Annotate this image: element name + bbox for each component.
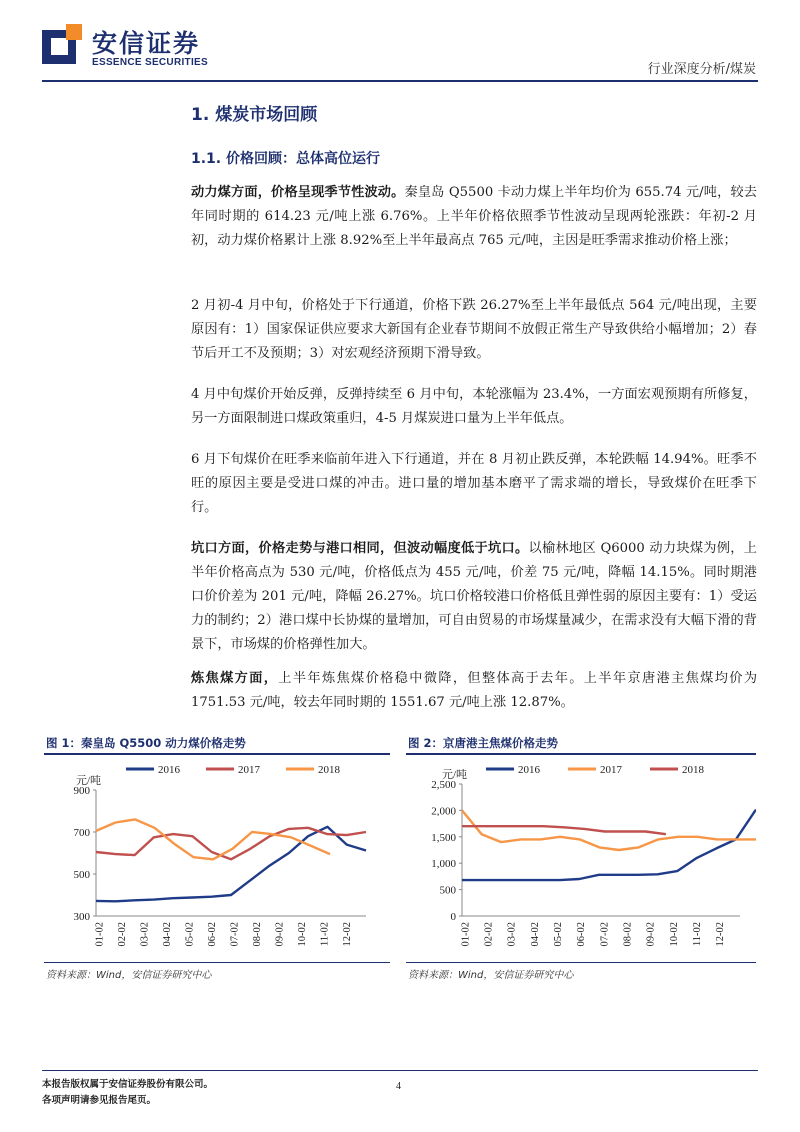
figure-1-top-rule [44, 753, 390, 755]
series-line-2018 [462, 826, 666, 834]
legend-label-2016: 2016 [518, 764, 540, 776]
coking-coal-price-chart [406, 758, 756, 962]
subsection-heading: 1.1. 价格回顾：总体高位运行 [191, 151, 380, 167]
figure-2-bottom-rule [406, 962, 756, 963]
footer-copyright: 本报告版权属于安信证券股份有限公司。 [42, 1079, 214, 1090]
x-tick-label: 08-02 [622, 922, 634, 947]
x-tick-label: 01-02 [460, 922, 472, 947]
logo-english-name: ESSENCE SECURITIES [92, 57, 208, 68]
footer-notice: 各项声明请参见报告尾页。 [42, 1095, 157, 1106]
section-heading: 1. 煤炭市场回顾 [191, 105, 318, 125]
x-tick-label: 06-02 [206, 922, 218, 947]
thermal-coal-price-chart [44, 758, 390, 962]
paragraph-lead: 动力煤方面，价格呈现季节性波动。 [191, 185, 405, 200]
paragraph-body: 4 月中旬煤价开始反弹，反弹持续至 6 月中旬，本轮涨幅为 23.4%，一方面宏观预期有所修复，另一方面限制进口煤政策重归，4-5 月煤炭进口量为上半年低点。 [191, 387, 757, 426]
company-logo [42, 24, 222, 74]
paragraph-lead: 炼焦煤方面， [191, 671, 279, 686]
x-tick-label: 09-02 [274, 922, 286, 947]
paragraph-pithead [191, 537, 757, 657]
paragraph-rebound [191, 383, 757, 431]
legend-label-2017: 2017 [238, 764, 260, 776]
footer-divider [42, 1070, 758, 1071]
x-tick-label: 09-02 [645, 922, 657, 947]
y-axis-title: 元/吨 [442, 769, 468, 781]
y-tick-label: 1,000 [431, 858, 456, 871]
paragraph-body: 2 月初-4 月中旬，价格处于下行通道，价格下跌 26.27%至上半年最低点 564 元/吨出现，主要原因有：1）国家保证供应要求大新国有企业春节期间不放假正常生产导致供给小幅增加；2）春节后开工不及预期；3）对宏观经济预期下滑导致。 [191, 298, 757, 361]
x-tick-label: 05-02 [553, 922, 565, 947]
x-tick-label: 05-02 [184, 922, 196, 947]
x-tick-label: 02-02 [483, 922, 495, 947]
logo-mark-icon [42, 24, 82, 64]
y-tick-label: 900 [73, 785, 90, 797]
paragraph-body: 秦皇岛 Q5500 卡动力煤上半年均价为 655.74 元/吨，较去年同时期的 614.23 元/吨上涨 6.76%。上半年价格依照季节性波动呈现两轮涨跌：年初-2 月初，动力煤价格累计上涨 8.92%至上半年最高点 765 元/吨，主因是旺季需求推动价格上涨； [191, 185, 757, 248]
legend-label-2016: 2016 [158, 764, 180, 776]
x-tick-label: 06-02 [576, 922, 588, 947]
x-tick-label: 10-02 [296, 922, 308, 947]
x-tick-label: 11-02 [692, 922, 704, 947]
x-tick-label: 10-02 [668, 922, 680, 947]
logo-chinese-name: 安信证券 [92, 29, 201, 58]
x-tick-label: 03-02 [139, 922, 151, 947]
legend-label-2018: 2018 [318, 764, 340, 776]
paragraph-body: 上半年炼焦煤价格稳中微降，但整体高于去年。上半年京唐港主焦煤均价为 1751.53 元/吨，较去年同时期的 1551.67 元/吨上涨 12.87%。 [191, 671, 758, 710]
series-line-2017 [462, 810, 756, 850]
paragraph-thermal-coal [191, 181, 757, 253]
figure-2-title: 图 2：京唐港主焦煤价格走势 [408, 736, 559, 750]
x-tick-label: 01-02 [94, 922, 106, 947]
x-tick-label: 02-02 [116, 922, 128, 947]
legend-label-2017: 2017 [600, 764, 622, 776]
figure-2-top-rule [406, 753, 756, 755]
x-tick-label: 12-02 [341, 922, 353, 947]
x-tick-label: 07-02 [229, 922, 241, 947]
x-tick-label: 08-02 [251, 922, 263, 947]
series-line-2017 [96, 828, 366, 860]
y-axis-title: 元/吨 [76, 775, 102, 787]
y-tick-label: 1,500 [431, 831, 456, 844]
paragraph-decline [191, 294, 757, 366]
y-tick-label: 700 [73, 827, 90, 839]
y-tick-label: 0 [450, 911, 456, 923]
x-tick-label: 11-02 [319, 922, 331, 947]
x-tick-label: 12-02 [715, 922, 727, 947]
y-tick-label: 2,500 [431, 779, 456, 791]
paragraph-downtrend [191, 448, 757, 520]
x-tick-label: 07-02 [599, 922, 611, 947]
x-tick-label: 04-02 [161, 922, 173, 947]
footer-disclaimer [42, 1077, 213, 1109]
series-line-2016 [96, 827, 366, 902]
figure-1-source: 资料来源：Wind，安信证券研究中心 [46, 970, 212, 981]
header-divider [42, 80, 758, 82]
figure-2-source: 资料来源：Wind，安信证券研究中心 [408, 970, 574, 981]
figure-1-title: 图 1：秦皇岛 Q5500 动力煤价格走势 [46, 736, 246, 750]
paragraph-lead: 坑口方面，价格走势与港口相同，但波动幅度低于坑口。 [191, 541, 529, 556]
x-tick-label: 04-02 [529, 922, 541, 947]
page-number: 4 [396, 1081, 401, 1092]
y-tick-label: 500 [439, 884, 456, 897]
paragraph-coking-coal [191, 667, 757, 715]
y-tick-label: 2,000 [431, 805, 456, 818]
paragraph-body: 6 月下旬煤价在旺季来临前年进入下行通道，并在 8 月初止跌反弹，本轮跌幅 14.94%。旺季不旺的原因主要是受进口煤的冲击。进口量的增加基本磨平了需求端的增长，导致煤价在旺季下行。 [191, 452, 757, 515]
report-type: 行业深度分析/煤炭 [647, 62, 756, 77]
series-line-2016 [462, 810, 756, 880]
y-tick-label: 300 [73, 911, 90, 923]
figure-1-bottom-rule [44, 962, 390, 963]
y-tick-label: 500 [73, 869, 90, 881]
paragraph-body: 以榆林地区 Q6000 动力块煤为例，上半年价格高点为 530 元/吨，价格低点为 455 元/吨，价差 75 元/吨，降幅 14.15%。同时期港口价价差为 201 元/吨，降幅 26.27%。坑口价格较港口价格低且弹性弱的原因主要有：1）受运力的制约；2）港口煤中长协煤的量增加，可自由贸易的市场煤量减少，在需求没有大幅下滑的背景下，市场煤的价格弹性加大。 [191, 541, 757, 652]
legend-label-2018: 2018 [682, 764, 704, 776]
x-tick-label: 03-02 [506, 922, 518, 947]
